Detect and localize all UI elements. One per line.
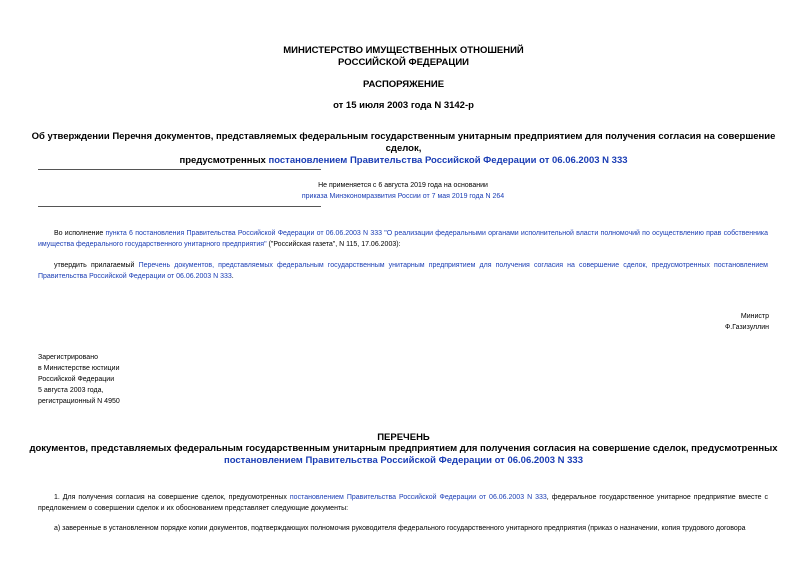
- document-subject: [30, 131, 777, 167]
- list-subtitle-decree-link[interactable]: постановлением Правительства Российской Федерации от 06.06.2003 N 333: [223, 455, 584, 466]
- subject-decree-link[interactable]: постановлением Правительства Российской Федерации от 06.06.2003 N 333: [268, 155, 628, 166]
- registration-line-5: регистрационный N 4950: [38, 398, 120, 405]
- paragraph-basis-prefix: Во исполнение: [54, 230, 106, 237]
- notice-order-link[interactable]: приказа Минэкономразвития России от 7 мая 2019 года N 264: [301, 193, 505, 200]
- notice-top-rule: [38, 169, 321, 170]
- notice: [180, 180, 626, 202]
- list-item-a: а) заверенные в установленном порядке копии документов, подтверждающих полномочия руководителя федерального государственного унитарного предприятия (приказ о назначении, копия трудового договора: [54, 525, 746, 532]
- list-item-1-decree-link[interactable]: постановлением Правительства Российской Федерации от 06.06.2003 N 333: [289, 494, 547, 501]
- list-item-1-prefix: 1. Для получения согласия на совершение сделок, предусмотренных: [54, 494, 290, 501]
- list-subtitle-line-1: документов, представляемых федеральным государственным унитарным предприятием для получения согласия на совершение сделок, предусмотренных: [29, 443, 778, 454]
- paragraph-approve-suffix: .: [231, 273, 234, 280]
- paragraph-approve-prefix: утвердить прилагаемый: [54, 262, 139, 269]
- signature: [725, 311, 769, 333]
- list-item-1: [38, 492, 768, 514]
- notice-bottom-rule: [38, 206, 321, 207]
- list-title: ПЕРЕЧЕНЬ: [377, 432, 430, 443]
- registration-line-2: в Министерстве юстиции: [38, 365, 120, 372]
- ministry-line-1: МИНИСТЕРСТВО ИМУЩЕСТВЕННЫХ ОТНОШЕНИЙ: [283, 45, 524, 56]
- subject-text: предусмотренных: [179, 155, 269, 166]
- registration-line-1: Зарегистрировано: [38, 354, 98, 361]
- paragraph-approve: [38, 260, 768, 282]
- subject-line-1: Об утверждении Перечня документов, представляемых федеральным государственным унитарным предприятием для получения согласия на совершение сделок,: [31, 131, 776, 154]
- ministry-line-2: РОССИЙСКОЙ ФЕДЕРАЦИИ: [337, 57, 469, 68]
- decree-clause-link[interactable]: пункта 6 постановления Правительства Российской Федерации от 06.06.2003 N 333 "О реализации федеральными органами исполнительной власти полномочий по осуществлению прав собственника имущества федерального государственного унитарного предприятия": [38, 230, 768, 248]
- notice-text: Не применяется с 6 августа 2019 года на основании: [318, 182, 488, 189]
- list-item-1-suffix: , федеральное государственное унитарное предприятие вместе с предложением о совершении сделок и их обоснованием представляет следующие документы:: [38, 494, 769, 512]
- subject-line-2: [30, 155, 777, 167]
- ministry-name: [0, 45, 807, 69]
- list-link[interactable]: Перечень документов, представляемых федеральным государственным унитарным предприятием для получения согласия на совершение сделок, предусмотренных постановлением Правительства Российской Федерации от 06.06.2003 N 333: [38, 262, 768, 280]
- document-date-number: от 15 июля 2003 года N 3142-р: [333, 100, 474, 111]
- signature-name: Ф.Газизуллин: [724, 324, 769, 331]
- registration-line-4: 5 августа 2003 года,: [38, 387, 104, 394]
- document-type: РАСПОРЯЖЕНИЕ: [362, 79, 445, 90]
- signature-title: Министр: [740, 313, 769, 320]
- list-subtitle: [20, 443, 787, 467]
- registration-block: [38, 352, 120, 407]
- registration-line-3: Российской Федерации: [38, 376, 115, 383]
- paragraph-basis-suffix: ("Российская газета", N 115, 17.06.2003):: [266, 241, 401, 248]
- paragraph-basis: [38, 228, 768, 250]
